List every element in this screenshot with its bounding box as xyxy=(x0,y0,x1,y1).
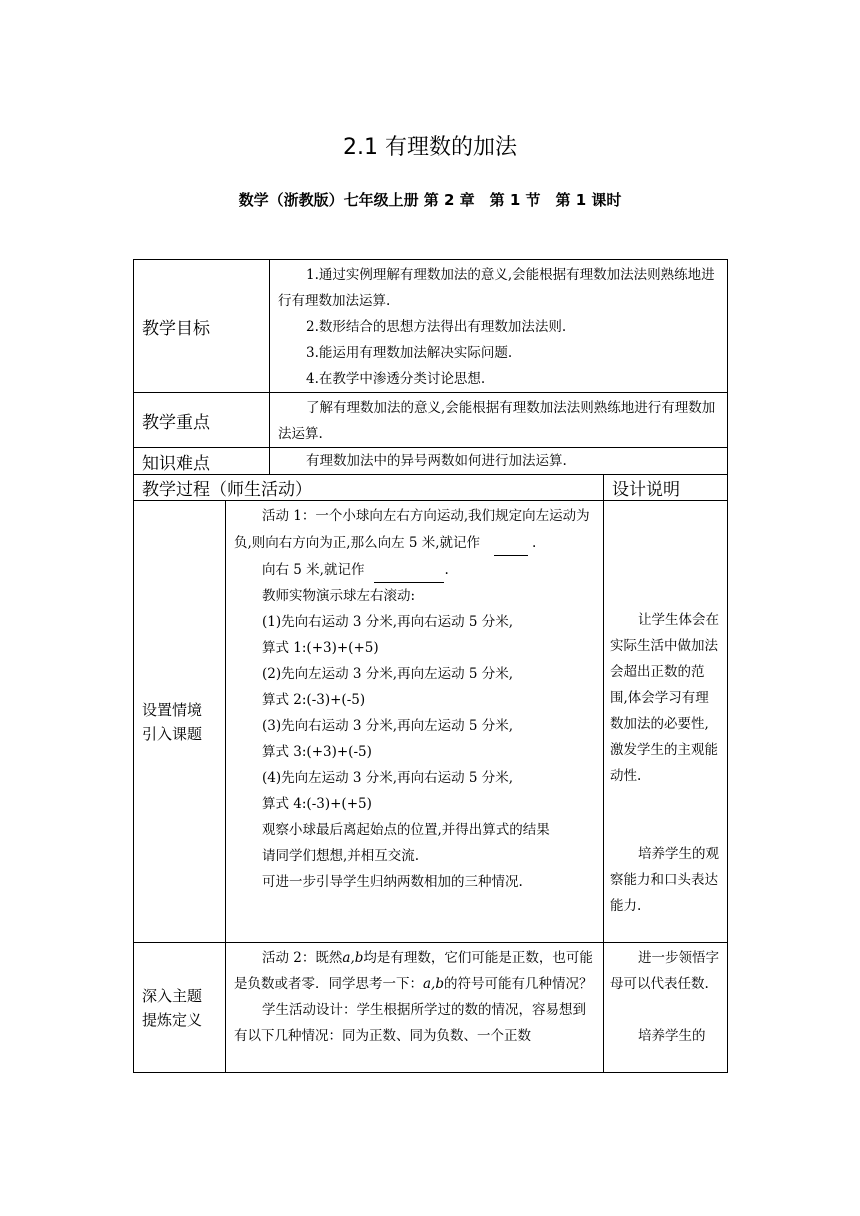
goal-item: 4.在教学中渗透分类讨论思想. xyxy=(306,371,486,387)
keypoint-text: 了解有理数加法的意义,会能根据有理数加法法则熟练地进行有理数加法运算. xyxy=(278,400,716,442)
goal-item: 2.数形结合的思想方法得出有理数加法法则. xyxy=(306,319,567,335)
activity1-line: 可进一步引导学生归纳两数相加的三种情况. xyxy=(262,874,523,890)
keypoint-label: 教学重点 xyxy=(134,393,270,448)
activity1-line: 请同学们想想,并相互交流. xyxy=(262,848,420,864)
lesson-plan-table xyxy=(133,259,728,1073)
difficulty-row xyxy=(134,448,728,475)
process-header: 教学过程（师生活动） xyxy=(134,475,604,501)
page-subtitle: 数学（浙教版）七年级上册 第 2 章 第 1 节 第 1 课时 xyxy=(238,191,622,209)
section2-content: 活动 2：既然a,b均是有理数，它们可能是正数，也可能是负数或者零．同学思考一下：a,b的符号可能有几种情况？ 学生活动设计：学生根据所学过的数的情况，容易想到有以下几种情况：同为正数、同为负数、一个正数 xyxy=(226,943,604,1073)
activity1-line: (2)先向左运动 3 分米,再向左运动 5 分米, xyxy=(262,666,514,682)
goals-label: 教学目标 xyxy=(134,260,270,393)
section2-notes xyxy=(604,943,728,1073)
section2-row xyxy=(134,943,728,1073)
difficulty-label: 知识难点 xyxy=(134,448,270,475)
goals-row xyxy=(134,260,728,393)
goal-item: 3.能运用有理数加法解决实际问题. xyxy=(306,345,513,361)
section2-label: 深入主题 提炼定义 xyxy=(134,943,226,1073)
activity2-paragraph: 学生活动设计：学生根据所学过的数的情况，容易想到有以下几种情况：同为正数、同为负数、一个正数 xyxy=(234,1002,586,1044)
section1-content: 活动 1：一个小球向左右方向运动,我们规定向左运动为负,则向右方向为正,那么向左 5 米,就记作 . 向右 5 米,就记作 . 教师实物演示球左右滚动: (1)先向右运动 3 分米,再向右运动 5 分米, 算式 1:(+3)+(+5) (2)先向左运动 3 分米,再向左运动 5 分米, 算式 2:(-3)+(-5) (3)先向右运动 3 分米,再向左运动 5 分米, 算式 3:(+3)+(-5) (4)先向左运动 3 分米,再向右运动 5 分米, 算式 4:(-3)+(+5) 观察小球最后离起始点的位置,并得出算式的结果 请同学们想想,并相互交流. 可进一步引导学生归纳两数相加的三种情况. xyxy=(226,501,604,943)
goals-content xyxy=(270,260,728,393)
activity1-line: (1)先向右运动 3 分米,再向右运动 5 分米, xyxy=(262,614,514,630)
design-note: 让学生体会在实际生活中做加法会超出正数的范围,体会学习有理数加法的必要性,激发学生的主观能动性. xyxy=(610,612,719,784)
activity1-line: 算式 3:(+3)+(-5) xyxy=(262,744,372,760)
activity1-line: (3)先向右运动 3 分米,再向左运动 5 分米, xyxy=(262,718,514,734)
goal-item: 1.通过实例理解有理数加法的意义,会能根据有理数加法法则熟练地进行有理数加法运算. xyxy=(278,267,715,309)
section1-notes xyxy=(604,501,728,943)
answer-blank-1 xyxy=(494,529,528,556)
activity1-line: (4)先向左运动 3 分米,再向右运动 5 分米, xyxy=(262,770,514,786)
page-title: 2.1 有理数的加法 xyxy=(343,135,517,160)
activity1-intro: 活动 1：一个小球向左右方向运动,我们规定向左运动为负,则向右方向为正,那么向左 5 米,就记作 xyxy=(234,508,590,551)
design-note: 进一步领悟字母可以代表任数. xyxy=(610,950,719,992)
section1-label: 设置情境 引入课题 xyxy=(134,501,226,943)
process-header-row xyxy=(134,475,728,501)
keypoint-row xyxy=(134,393,728,448)
activity1-line: 算式 4:(-3)+(+5) xyxy=(262,796,372,812)
activity1-right: 向右 5 米,就记作 xyxy=(262,562,365,578)
answer-blank-2 xyxy=(374,556,444,583)
variable-ab: a,b xyxy=(423,976,444,992)
activity1-line: 算式 1:(+3)+(+5) xyxy=(262,640,379,656)
activity1-line: 观察小球最后离起始点的位置,并得出算式的结果 xyxy=(262,822,550,838)
design-note: 培养学生的观察能力和口头表达能力. xyxy=(610,846,719,914)
activity1-line: 教师实物演示球左右滚动: xyxy=(262,588,416,604)
section1-row xyxy=(134,501,728,943)
difficulty-text: 有理数加法中的异号两数如何进行加法运算. xyxy=(306,453,567,469)
design-notes-header: 设计说明 xyxy=(604,475,728,501)
variable-ab: a,b xyxy=(342,950,364,966)
activity1-line: 算式 2:(-3)+(-5) xyxy=(262,692,366,708)
design-note: 培养学生的 xyxy=(638,1028,706,1044)
